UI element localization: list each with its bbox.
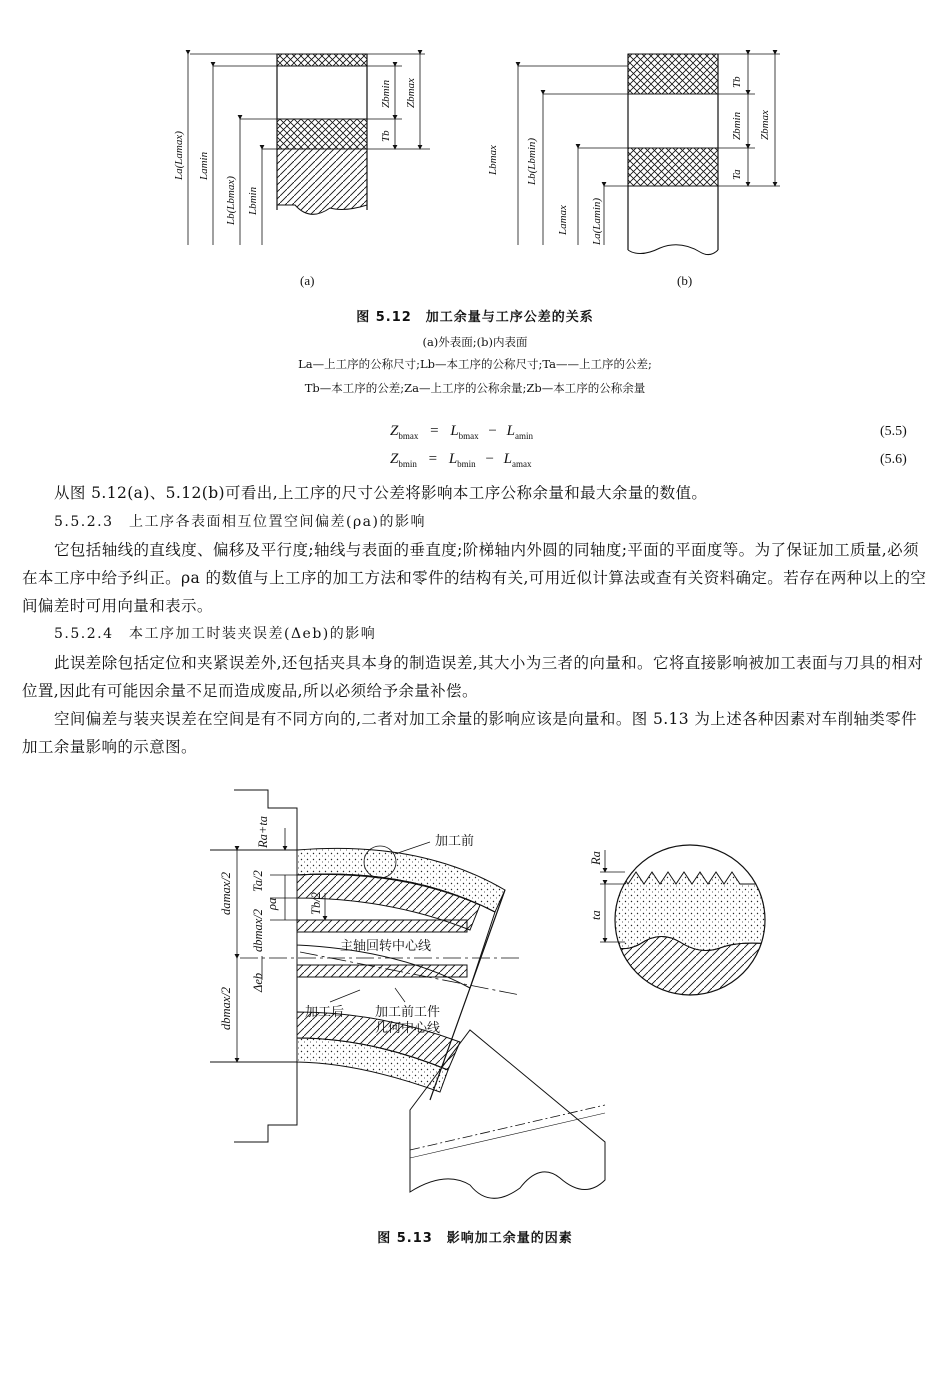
label-dbmax-2: dbmax/2 (219, 986, 233, 1030)
label-ta: ta (589, 910, 603, 920)
label-geo-center-1: 加工前工件 (375, 1004, 441, 1019)
label-zbmin-a: Zbmin (380, 79, 392, 108)
label-damax-1: damax/2 (219, 871, 233, 915)
label-lb-lbmin: Lb(Lbmin) (526, 137, 538, 185)
fig12a-part (277, 54, 367, 214)
paragraph-1: 从图 5.12(a)、5.12(b)可看出,上工序的尺寸公差将影响本工序公称余量和最大余量的数值。 (54, 484, 708, 502)
label-after: 加工后 (305, 1004, 345, 1019)
label-lamax: Lamax (557, 205, 569, 235)
fig12-title: 图 5.12 加工余量与工序公差的关系 (356, 310, 594, 325)
fig12-label-a: (a) (300, 273, 315, 288)
equation-5-5-number: (5.5) (880, 424, 907, 439)
label-ra-ta: Ra+ta (256, 815, 270, 848)
label-lbmin: Lbmin (247, 186, 259, 215)
fig12-legend-1: La—上工序的公称尺寸;Lb—本工序的公称尺寸;Ta——上工序的公差; (298, 357, 652, 371)
label-tb-a: Tb (380, 130, 392, 142)
section-5-5-2-3: 5.5.2.3 上工序各表面相互位置空间偏差(ρa)的影响 (54, 514, 426, 530)
fig12-sub: (a)外表面;(b)内表面 (422, 335, 528, 349)
fig12b-part (628, 54, 718, 255)
label-la-lamax: La(Lamax) (173, 131, 185, 180)
label-zbmax-a: Zbmax (405, 78, 417, 108)
equation-5-5: $Z_{bmax} = L_{bmax} - L_{amin}$ (390, 423, 533, 441)
equation-5-6: $Z_{bmin} = L_{bmin} - L_{amax}$ (390, 451, 532, 469)
label-ta-half: Ta/2 (251, 870, 265, 892)
paragraph-3: 此误差除包括定位和夹紧误差外,还包括夹具本身的制造误差,其大小为三者的向量和。它将直接影响被加工表面与刀具的相对位置,因此有可能因余量不足而造成废品,所以必须给予余量补偿。 (22, 654, 924, 700)
fig12-label-b: (b) (677, 273, 693, 288)
label-la-lamin: La(Lamin) (591, 197, 603, 245)
figure-5-12 (0, 0, 950, 300)
label-zbmin-b: Zbmin (731, 111, 743, 140)
label-rho-a: ρa (265, 897, 279, 910)
paragraph-2: 它包括轴线的直线度、偏移及平行度;轴线与表面的垂直度;阶梯轴内外圆的同轴度;平面的平面度等。为了保证加工质量,必须在本工序中给予纠正。ρa 的数值与上工序的加工方法和零件的结构有关,可用近似计算法或查有关资料确定。若存在两种以上的空间偏差时可用向量和表示。 (22, 541, 927, 615)
paragraph-4: 空间偏差与装夹误差在空间是有不同方向的,二者对加工余量的影响应该是向量和。图 5.13 为上述各种因素对车削轴类零件加工余量影响的示意图。 (22, 710, 917, 756)
label-delta-eb: Δeb (251, 972, 265, 992)
label-lb-lbmax: Lb(Lbmax) (225, 176, 237, 225)
label-geo-center-2: 几何中心线 (375, 1020, 441, 1035)
label-tb-half: Tb/2 (309, 892, 323, 915)
fig13-title: 图 5.13 影响加工余量的因素 (377, 1231, 573, 1246)
label-dbmax-1: dbmax/2 (251, 908, 265, 952)
label-tb-b: Tb (731, 76, 743, 88)
section-5-5-2-4: 5.5.2.4 本工序加工时装夹误差(Δeb)的影响 (54, 626, 377, 642)
label-lamin: Lamin (198, 151, 210, 180)
label-ta-b: Ta (731, 169, 743, 180)
figure-5-13 (0, 780, 950, 1220)
equation-5-6-number: (5.6) (880, 452, 907, 467)
label-spindle-axis: 主轴回转中心线 (340, 938, 432, 953)
label-ra: Ra (589, 851, 603, 865)
label-zbmax-b: Zbmax (759, 110, 771, 140)
detail-magnified (600, 840, 780, 1010)
label-before: 加工前 (435, 833, 475, 848)
fig12-legend-2: Tb—本工序的公差;Za—上工序的公称余量;Zb—本工序的公称余量 (304, 381, 646, 395)
label-lbmax: Lbmax (487, 145, 499, 175)
